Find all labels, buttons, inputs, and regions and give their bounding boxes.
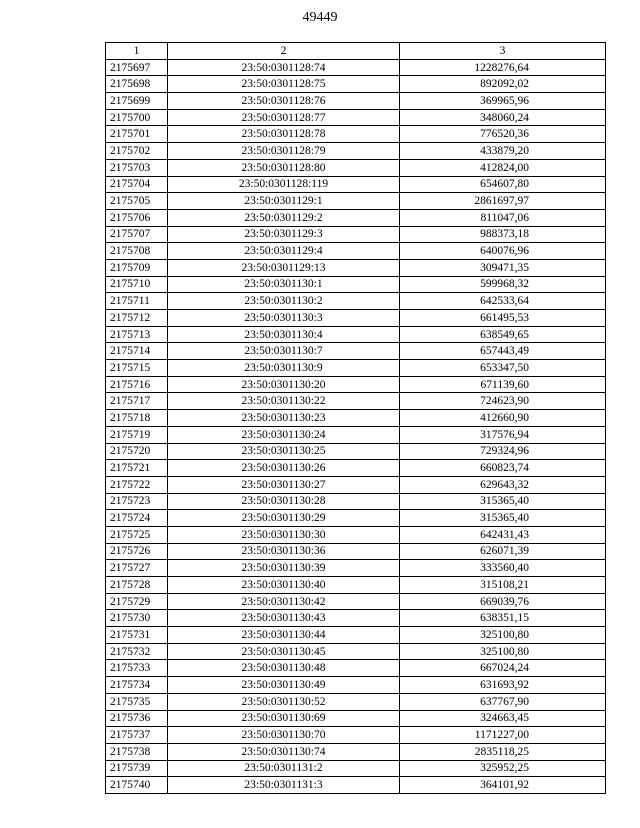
- value-cell: 315365,40: [400, 510, 606, 527]
- cadastral-number-cell: 23:50:0301130:45: [168, 643, 400, 660]
- row-id-cell: 2175709: [106, 259, 168, 276]
- row-id-cell: 2175705: [106, 193, 168, 210]
- table-row: [106, 543, 606, 560]
- table-row: [106, 410, 606, 427]
- value-cell: 2835118,25: [400, 743, 606, 760]
- row-id-cell: 2175699: [106, 93, 168, 110]
- cadastral-number-cell: 23:50:0301130:52: [168, 693, 400, 710]
- cadastral-number-cell: 23:50:0301130:22: [168, 393, 400, 410]
- cadastral-number-cell: 23:50:0301130:40: [168, 577, 400, 594]
- table-row: [106, 610, 606, 627]
- table-row: [106, 643, 606, 660]
- table-row: [106, 493, 606, 510]
- table-row: [106, 126, 606, 143]
- row-id-cell: 2175732: [106, 643, 168, 660]
- value-cell: 660823,74: [400, 460, 606, 477]
- row-id-cell: 2175697: [106, 59, 168, 76]
- cadastral-number-cell: 23:50:0301130:49: [168, 677, 400, 694]
- row-id-cell: 2175736: [106, 710, 168, 727]
- value-cell: 642431,43: [400, 526, 606, 543]
- cadastral-number-cell: 23:50:0301128:76: [168, 93, 400, 110]
- cadastral-number-cell: 23:50:0301130:36: [168, 543, 400, 560]
- table-row: [106, 476, 606, 493]
- value-cell: 654607,80: [400, 176, 606, 193]
- cadastral-number-cell: 23:50:0301128:75: [168, 76, 400, 93]
- table-row: [106, 627, 606, 644]
- value-cell: 729324,96: [400, 443, 606, 460]
- cadastral-number-cell: 23:50:0301130:29: [168, 510, 400, 527]
- value-cell: 1228276,64: [400, 59, 606, 76]
- value-cell: 892092,02: [400, 76, 606, 93]
- row-id-cell: 2175728: [106, 577, 168, 594]
- cadastral-number-cell: 23:50:0301130:7: [168, 343, 400, 360]
- cadastral-number-cell: 23:50:0301130:27: [168, 476, 400, 493]
- value-cell: 369965,96: [400, 93, 606, 110]
- row-id-cell: 2175719: [106, 426, 168, 443]
- row-id-cell: 2175720: [106, 443, 168, 460]
- value-cell: 325952,25: [400, 760, 606, 777]
- value-cell: 776520,36: [400, 126, 606, 143]
- table-row: [106, 710, 606, 727]
- cadastral-number-cell: 23:50:0301129:4: [168, 243, 400, 260]
- cadastral-number-cell: 23:50:0301129:3: [168, 226, 400, 243]
- row-id-cell: 2175702: [106, 143, 168, 160]
- table-row: [106, 660, 606, 677]
- row-id-cell: 2175717: [106, 393, 168, 410]
- cadastral-number-cell: 23:50:0301130:74: [168, 743, 400, 760]
- value-cell: 661495,53: [400, 310, 606, 327]
- row-id-cell: 2175735: [106, 693, 168, 710]
- table-row: [106, 376, 606, 393]
- row-id-cell: 2175703: [106, 159, 168, 176]
- row-id-cell: 2175722: [106, 476, 168, 493]
- table-row: [106, 693, 606, 710]
- table-row: [106, 360, 606, 377]
- cadastral-number-cell: 23:50:0301130:43: [168, 610, 400, 627]
- value-cell: 631693,92: [400, 677, 606, 694]
- cadastral-number-cell: 23:50:0301130:69: [168, 710, 400, 727]
- cadastral-number-cell: 23:50:0301130:42: [168, 593, 400, 610]
- table-row: [106, 93, 606, 110]
- value-cell: 2861697,97: [400, 193, 606, 210]
- row-id-cell: 2175726: [106, 543, 168, 560]
- row-id-cell: 2175716: [106, 376, 168, 393]
- table-row: [106, 143, 606, 160]
- row-id-cell: 2175698: [106, 76, 168, 93]
- cadastral-number-cell: 23:50:0301128:77: [168, 109, 400, 126]
- cadastral-number-cell: 23:50:0301130:48: [168, 660, 400, 677]
- column-header-1: 1: [106, 43, 168, 60]
- row-id-cell: 2175740: [106, 777, 168, 794]
- table-row: [106, 777, 606, 794]
- cadastral-number-cell: 23:50:0301130:30: [168, 526, 400, 543]
- row-id-cell: 2175731: [106, 627, 168, 644]
- table-row: [106, 293, 606, 310]
- value-cell: 988373,18: [400, 226, 606, 243]
- row-id-cell: 2175706: [106, 209, 168, 226]
- row-id-cell: 2175711: [106, 293, 168, 310]
- cadastral-number-cell: 23:50:0301128:119: [168, 176, 400, 193]
- cadastral-number-cell: 23:50:0301130:23: [168, 410, 400, 427]
- row-id-cell: 2175739: [106, 760, 168, 777]
- value-cell: 325100,80: [400, 643, 606, 660]
- cadastral-number-cell: 23:50:0301129:1: [168, 193, 400, 210]
- page-number: 49449: [302, 10, 338, 25]
- row-id-cell: 2175721: [106, 460, 168, 477]
- row-id-cell: 2175738: [106, 743, 168, 760]
- table-row: [106, 59, 606, 76]
- table-row: [106, 209, 606, 226]
- cadastral-number-cell: 23:50:0301131:3: [168, 777, 400, 794]
- value-cell: 653347,50: [400, 360, 606, 377]
- row-id-cell: 2175704: [106, 176, 168, 193]
- table-row: [106, 577, 606, 594]
- cadastral-number-cell: 23:50:0301128:78: [168, 126, 400, 143]
- cadastral-number-cell: 23:50:0301130:26: [168, 460, 400, 477]
- table-row: [106, 510, 606, 527]
- value-cell: 811047,06: [400, 209, 606, 226]
- value-cell: 724623,90: [400, 393, 606, 410]
- value-cell: 317576,94: [400, 426, 606, 443]
- table-row: [106, 393, 606, 410]
- value-cell: 315365,40: [400, 493, 606, 510]
- table-row: [106, 743, 606, 760]
- cadastral-number-cell: 23:50:0301130:3: [168, 310, 400, 327]
- row-id-cell: 2175712: [106, 310, 168, 327]
- table-row: [106, 276, 606, 293]
- table-row: [106, 226, 606, 243]
- row-id-cell: 2175708: [106, 243, 168, 260]
- table-body: [106, 59, 606, 793]
- value-cell: 626071,39: [400, 543, 606, 560]
- table-row: [106, 259, 606, 276]
- cadastral-number-cell: 23:50:0301130:39: [168, 560, 400, 577]
- value-cell: 325100,80: [400, 627, 606, 644]
- row-id-cell: 2175707: [106, 226, 168, 243]
- value-cell: 412660,90: [400, 410, 606, 427]
- value-cell: 348060,24: [400, 109, 606, 126]
- value-cell: 669039,76: [400, 593, 606, 610]
- value-cell: 599968,32: [400, 276, 606, 293]
- table-row: [106, 443, 606, 460]
- table-row: [106, 310, 606, 327]
- column-header-3: 3: [400, 43, 606, 60]
- cadastral-number-cell: 23:50:0301128:79: [168, 143, 400, 160]
- row-id-cell: 2175723: [106, 493, 168, 510]
- table-row: [106, 243, 606, 260]
- row-id-cell: 2175733: [106, 660, 168, 677]
- cadastral-number-cell: 23:50:0301130:20: [168, 376, 400, 393]
- column-header-2: 2: [168, 43, 400, 60]
- value-cell: 637767,90: [400, 693, 606, 710]
- row-id-cell: 2175710: [106, 276, 168, 293]
- table-row: [106, 593, 606, 610]
- row-id-cell: 2175700: [106, 109, 168, 126]
- row-id-cell: 2175734: [106, 677, 168, 694]
- row-id-cell: 2175715: [106, 360, 168, 377]
- cadastral-number-cell: 23:50:0301130:1: [168, 276, 400, 293]
- value-cell: 333560,40: [400, 560, 606, 577]
- table-row: [106, 193, 606, 210]
- row-id-cell: 2175714: [106, 343, 168, 360]
- table-row: [106, 76, 606, 93]
- value-cell: 324663,45: [400, 710, 606, 727]
- row-id-cell: 2175718: [106, 410, 168, 427]
- cadastral-number-cell: 23:50:0301130:44: [168, 627, 400, 644]
- cadastral-number-cell: 23:50:0301130:70: [168, 727, 400, 744]
- table-row: [106, 109, 606, 126]
- row-id-cell: 2175701: [106, 126, 168, 143]
- value-cell: 638549,65: [400, 326, 606, 343]
- cadastral-number-cell: 23:50:0301129:13: [168, 259, 400, 276]
- table-row: [106, 326, 606, 343]
- table-row: [106, 460, 606, 477]
- table-row: [106, 159, 606, 176]
- table-row: [106, 526, 606, 543]
- cadastral-number-cell: 23:50:0301130:2: [168, 293, 400, 310]
- row-id-cell: 2175737: [106, 727, 168, 744]
- value-cell: 433879,20: [400, 143, 606, 160]
- cadastral-number-cell: 23:50:0301131:2: [168, 760, 400, 777]
- table-row: [106, 727, 606, 744]
- value-cell: 640076,96: [400, 243, 606, 260]
- value-cell: 638351,15: [400, 610, 606, 627]
- table-row: [106, 760, 606, 777]
- cadastral-number-cell: 23:50:0301129:2: [168, 209, 400, 226]
- row-id-cell: 2175724: [106, 510, 168, 527]
- row-id-cell: 2175713: [106, 326, 168, 343]
- value-cell: 412824,00: [400, 159, 606, 176]
- row-id-cell: 2175727: [106, 560, 168, 577]
- cadastral-number-cell: 23:50:0301130:4: [168, 326, 400, 343]
- table-row: [106, 176, 606, 193]
- table-row: [106, 426, 606, 443]
- cadastral-number-cell: 23:50:0301130:25: [168, 443, 400, 460]
- value-cell: 309471,35: [400, 259, 606, 276]
- table-row: [106, 677, 606, 694]
- cadastral-number-cell: 23:50:0301128:80: [168, 159, 400, 176]
- value-cell: 364101,92: [400, 777, 606, 794]
- data-table: [105, 42, 606, 794]
- table-row: [106, 560, 606, 577]
- table-row: [106, 343, 606, 360]
- value-cell: 642533,64: [400, 293, 606, 310]
- row-id-cell: 2175729: [106, 593, 168, 610]
- row-id-cell: 2175725: [106, 526, 168, 543]
- value-cell: 667024,24: [400, 660, 606, 677]
- row-id-cell: 2175730: [106, 610, 168, 627]
- value-cell: 315108,21: [400, 577, 606, 594]
- cadastral-number-cell: 23:50:0301128:74: [168, 59, 400, 76]
- value-cell: 1171227,00: [400, 727, 606, 744]
- cadastral-number-cell: 23:50:0301130:9: [168, 360, 400, 377]
- table-header-row: [106, 43, 606, 60]
- cadastral-number-cell: 23:50:0301130:24: [168, 426, 400, 443]
- value-cell: 657443,49: [400, 343, 606, 360]
- value-cell: 671139,60: [400, 376, 606, 393]
- cadastral-number-cell: 23:50:0301130:28: [168, 493, 400, 510]
- value-cell: 629643,32: [400, 476, 606, 493]
